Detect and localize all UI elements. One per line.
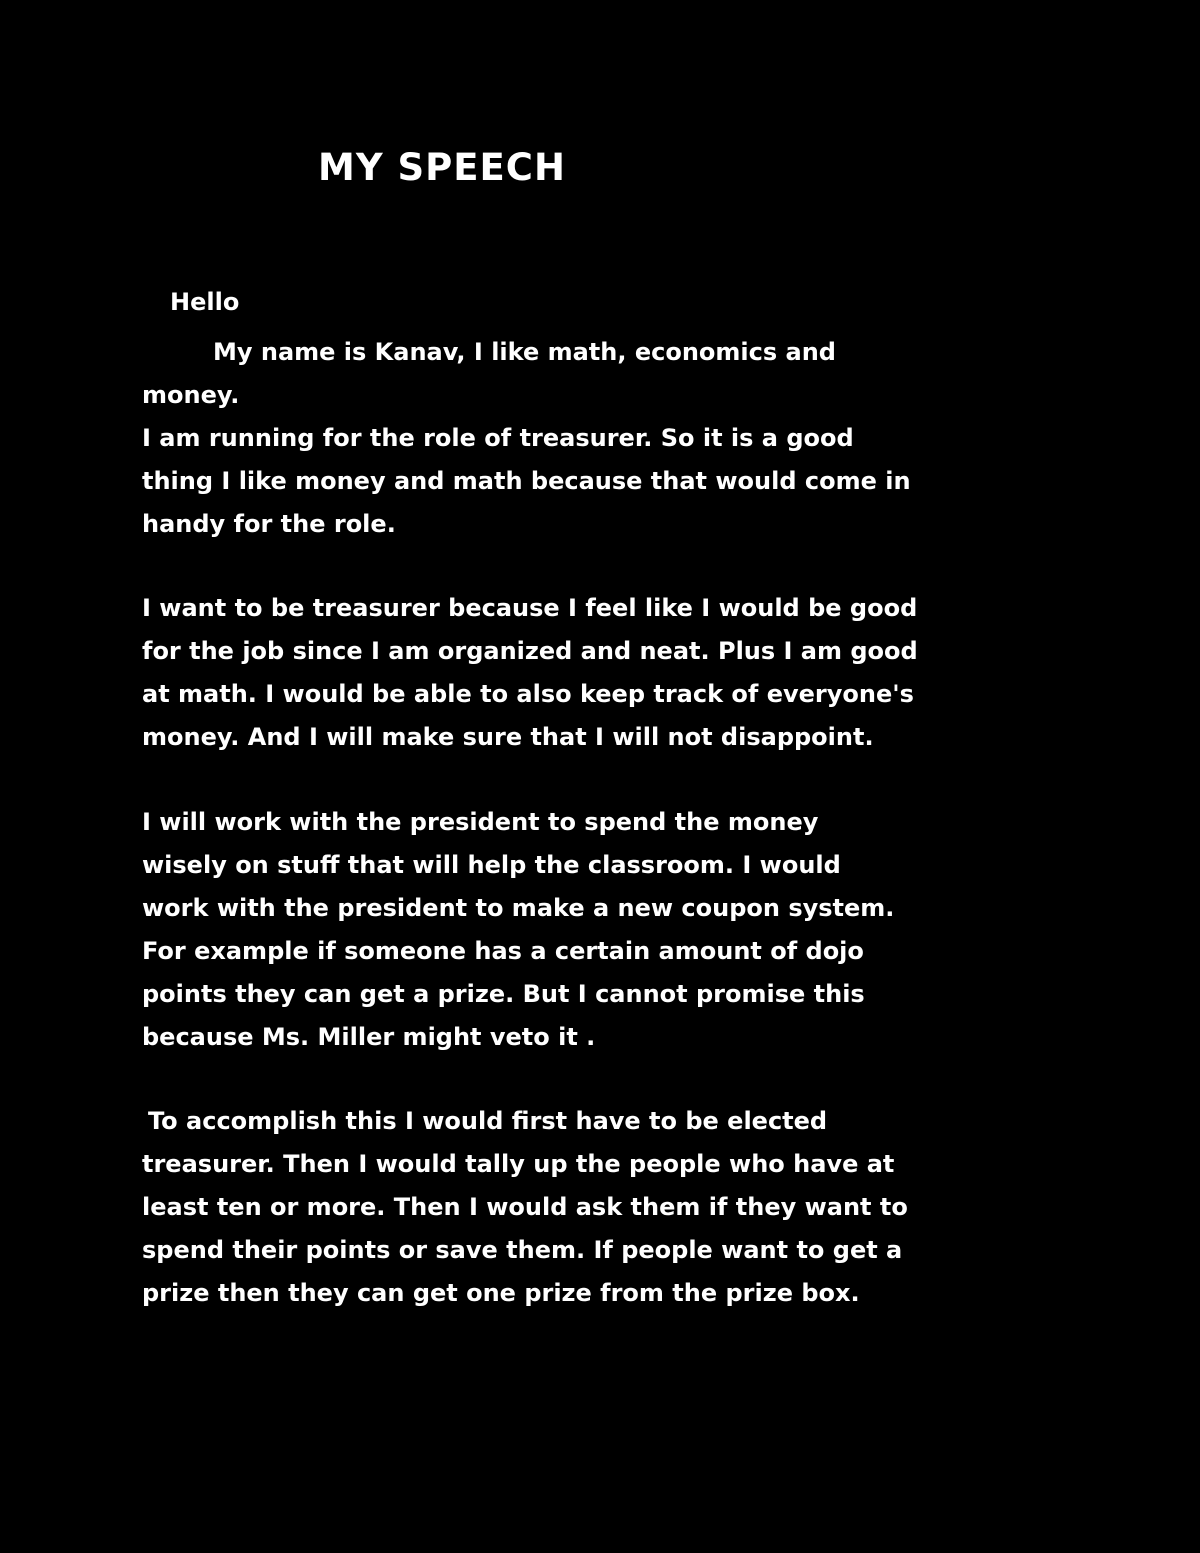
paragraph-4-line-2: treasurer. Then I would tally up the people who have at [142, 1150, 895, 1178]
paragraph-4-line-4: spend their points or save them. If people want to get a [142, 1236, 903, 1264]
paragraph-3-line-2: wisely on stuff that will help the classroom. I would [142, 851, 841, 879]
paragraph-3-line-5: points they can get a prize. But I cannot promise this [142, 980, 865, 1008]
paragraph-3-line-6: because Ms. Miller might veto it . [142, 1023, 596, 1051]
paragraph-1-line-5: handy for the role. [142, 510, 396, 538]
greeting: Hello [170, 288, 240, 316]
paragraph-1-line-1: My name is Kanav, I like math, economics and [213, 338, 836, 366]
paragraph-1-line-3: I am running for the role of treasurer. So it is a good [142, 424, 854, 452]
paragraph-2-line-3: at math. I would be able to also keep track of everyone's [142, 680, 914, 708]
page-title: MY SPEECH [318, 146, 566, 189]
paragraph-2-line-4: money. And I will make sure that I will not disappoint. [142, 723, 874, 751]
paragraph-1-line-2: money. [142, 381, 240, 409]
paragraph-3-line-3: work with the president to make a new coupon system. [142, 894, 895, 922]
paragraph-3-line-4: For example if someone has a certain amount of dojo [142, 937, 864, 965]
paragraph-1-line-4: thing I like money and math because that would come in [142, 467, 911, 495]
paragraph-3-line-1: I will work with the president to spend the money [142, 808, 819, 836]
paragraph-2-line-1: I want to be treasurer because I feel like I would be good [142, 594, 918, 622]
paragraph-2-line-2: for the job since I am organized and neat. Plus I am good [142, 637, 918, 665]
paragraph-4-line-3: least ten or more. Then I would ask them if they want to [142, 1193, 908, 1221]
paragraph-4-line-5: prize then they can get one prize from the prize box. [142, 1279, 860, 1307]
paragraph-4-line-1: To accomplish this I would first have to be elected [148, 1107, 828, 1135]
